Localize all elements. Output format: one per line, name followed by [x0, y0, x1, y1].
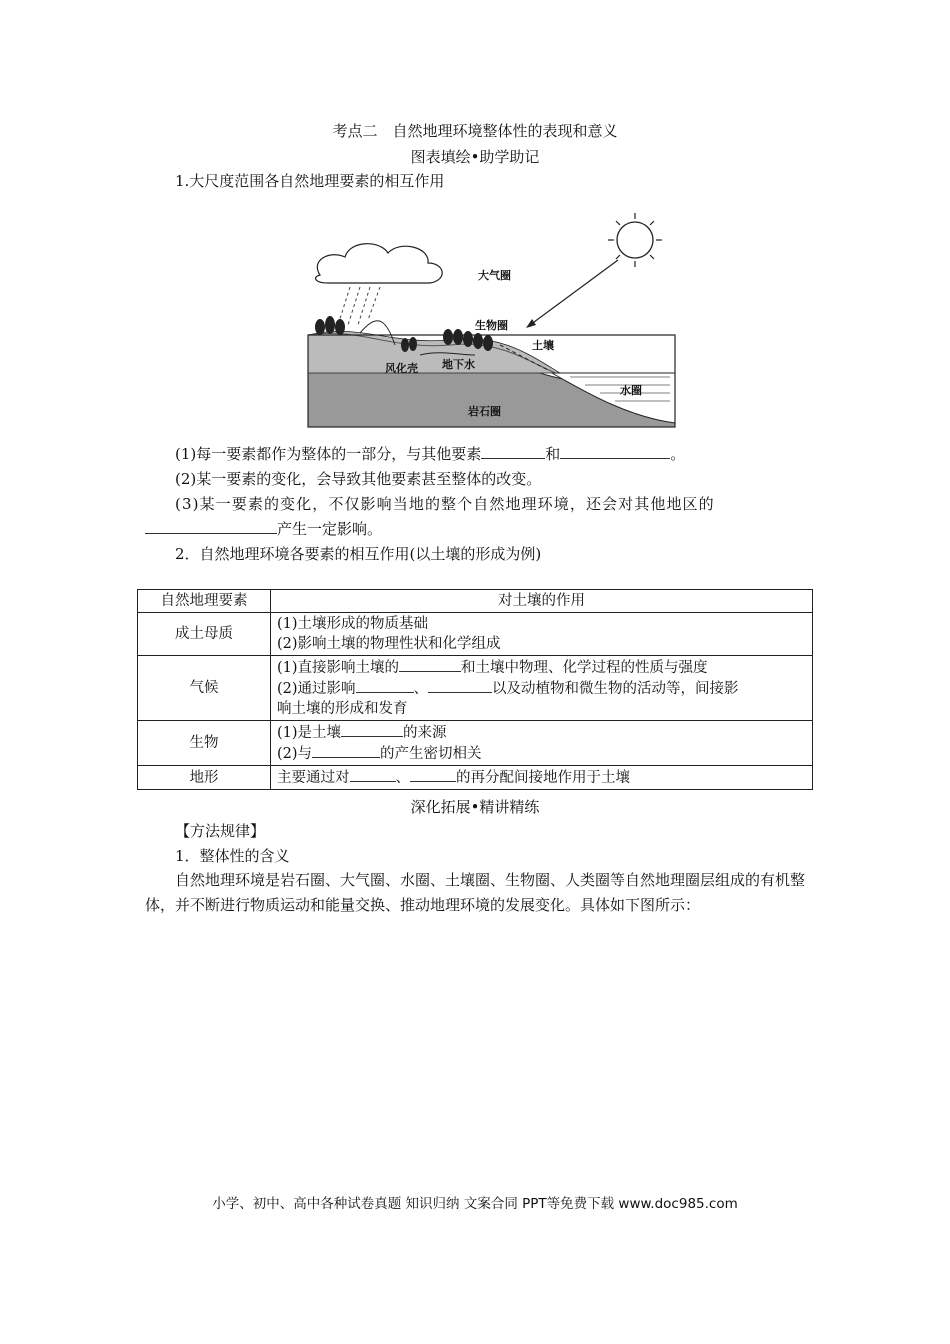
solar-radiation-arrow — [530, 260, 618, 325]
factor-effect: (1)直接影响土壤的 和土壤中物理、化学过程的性质与强度 (2)通过影响 、 以及动植物和微生物的活动等，间接影 响土壤的形成和发育 — [271, 656, 813, 721]
fill-blank[interactable] — [145, 519, 277, 534]
label-biosphere: 生物圈 — [475, 319, 508, 332]
paragraph-2: (2)某一要素的变化，会导致其他要素甚至整体的改变。 — [175, 470, 542, 488]
factor-name: 生物 — [138, 721, 271, 766]
page-footer: 小学、初中、高中各种试卷真题 知识归纳 文案合同 PPT等免费下载 www.doc985.com — [212, 1196, 738, 1212]
method-heading: 【方法规律】 — [175, 822, 266, 840]
soil-formation-table — [137, 589, 813, 790]
label-lithosphere: 岩石圈 — [468, 405, 501, 418]
section3-title: 深化拓展•精讲精练 — [410, 798, 540, 816]
label-hydrosphere: 水圈 — [620, 384, 642, 397]
section1-title: 1.大尺度范围各自然地理要素的相互作用 — [175, 172, 445, 190]
factor-name: 地形 — [138, 766, 271, 790]
rain-icon — [338, 287, 380, 325]
table-row — [138, 656, 813, 721]
table-header: 自然地理要素 — [138, 590, 271, 613]
fill-blank[interactable] — [350, 767, 396, 782]
paragraph-1: (1)每一要素都作为整体的一部分，与其他要素 和 。 — [175, 445, 686, 463]
factor-name: 气候 — [138, 656, 271, 721]
fill-blank[interactable] — [341, 722, 403, 737]
factor-effect: (1)土壤形成的物质基础 (2)影响土壤的物理性状和化学组成 — [271, 613, 813, 656]
table-row — [138, 721, 813, 766]
cloud-icon — [316, 244, 443, 283]
paragraph-3-line2: 产生一定影响。 — [145, 518, 382, 539]
fill-blank[interactable] — [428, 678, 492, 693]
table-header: 对土壤的作用 — [271, 590, 813, 613]
point1-heading: 1．整体性的含义 — [175, 847, 290, 865]
fill-blank[interactable] — [410, 767, 456, 782]
section2-title: 2．自然地理环境各要素的相互作用(以土壤的形成为例) — [175, 545, 542, 563]
label-weathering: 风化壳 — [385, 362, 418, 375]
fill-blank[interactable] — [481, 444, 545, 459]
label-groundwater: 地下水 — [442, 358, 475, 371]
table-row — [138, 766, 813, 790]
fill-blank[interactable] — [560, 444, 670, 459]
integrity-definition: 自然地理环境是岩石圈、大气圈、水圈、土壤圈、生物圈、人类圈等自然地理圈层组成的有机整体，并不断进行物质运动和能量交换、推动地理环境的发展变化。具体如下图所示： — [145, 871, 806, 914]
weathering-layer — [308, 331, 560, 373]
fill-blank[interactable] — [399, 657, 461, 672]
label-atmosphere: 大气圈 — [478, 269, 511, 282]
factor-effect: (1)是土壤 的来源 (2)与 的产生密切相关 — [271, 721, 813, 766]
factor-name: 成土母质 — [138, 613, 271, 656]
sun-icon — [617, 222, 653, 258]
arrow-head-icon — [526, 319, 536, 328]
page-subtitle: 图表填绘•助学助记 — [410, 148, 540, 166]
paragraph-3-line1: (3)某一要素的变化，不仅影响当地的整个自然地理环境，还会对其他地区的 — [175, 495, 715, 513]
fill-blank[interactable] — [356, 678, 414, 693]
page-title: 考点二 自然地理环境整体性的表现和意义 — [332, 122, 618, 140]
earth-spheres-diagram — [300, 205, 690, 430]
label-soil: 土壤 — [532, 339, 554, 352]
fill-blank[interactable] — [312, 743, 380, 758]
table-header-row — [138, 590, 813, 613]
factor-effect: 主要通过对 、 的再分配间接地作用于土壤 — [271, 766, 813, 790]
table-row — [138, 613, 813, 656]
